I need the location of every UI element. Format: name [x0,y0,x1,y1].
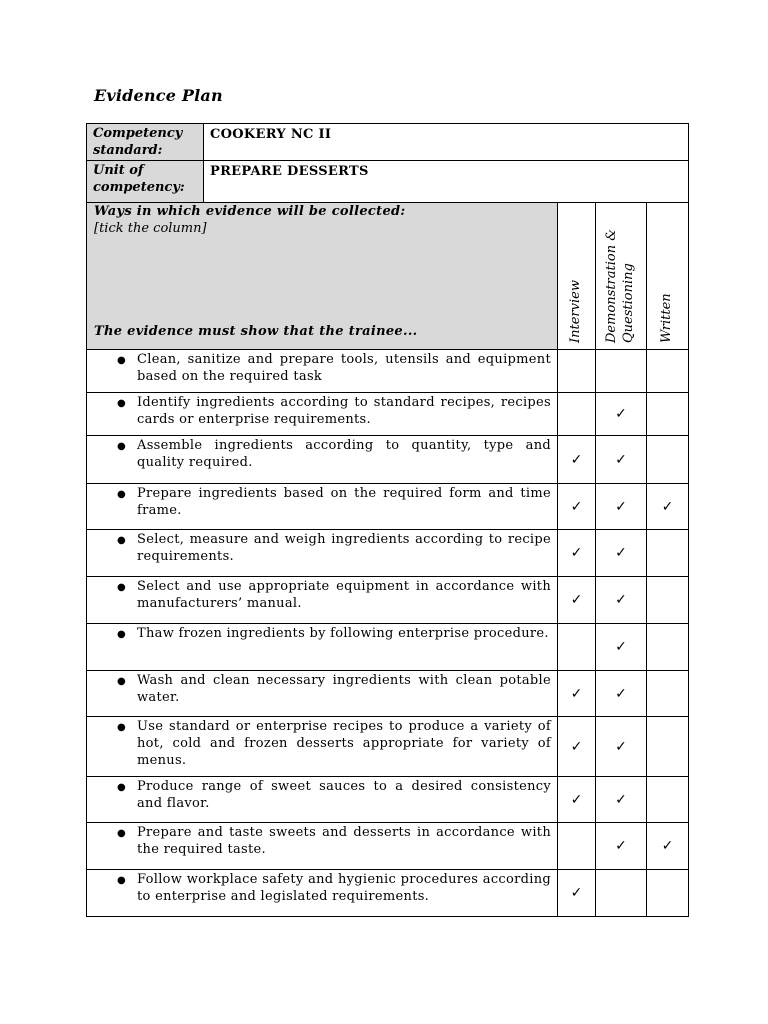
interview-check-cell [558,530,596,577]
written-check-cell [647,484,689,530]
bullet-icon: ● [117,441,126,452]
check-icon: ✓ [570,685,583,702]
demo-check-cell [596,530,647,577]
bullet-icon: ● [117,398,126,409]
written-check-cell [647,870,689,917]
interview-check-cell [558,577,596,624]
written-check-cell [647,823,689,870]
criterion-cell [87,393,558,436]
criterion-text: Prepare and taste sweets and desserts in accordance with the required taste. [137,825,551,857]
interview-check-cell [558,436,596,484]
criterion-text: Wash and clean necessary ingredients with clean potable water. [137,673,551,705]
criterion-cell [87,717,558,777]
check-icon: ✓ [570,885,583,901]
check-icon: ✓ [615,592,627,608]
table-row [87,577,689,624]
evidence-plan-table [86,123,689,917]
interview-check-cell [558,717,596,777]
tick-instruction: [tick the column] [94,221,207,236]
check-icon: ✓ [615,451,627,468]
table-row [87,717,689,777]
bullet-icon: ● [117,489,126,500]
bullet-icon: ● [117,722,126,733]
criterion-text: Thaw frozen ingredients by following enterprise procedure. [137,626,549,641]
check-icon: ✓ [615,738,627,755]
check-icon: ✓ [570,791,583,808]
interview-check-cell [558,393,596,436]
demo-check-cell [596,823,647,870]
criterion-text: Follow workplace safety and hygienic procedures according to enterprise and legislated requirements. [137,872,551,904]
written-check-cell [647,624,689,671]
demo-check-cell [596,870,647,917]
check-icon: ✓ [615,838,627,854]
interview-check-cell [558,671,596,717]
criterion-text: Select and use appropriate equipment in accordance with manufacturers’ manual. [137,579,551,611]
method-header [87,203,558,350]
demo-check-cell [596,624,647,671]
table-row [87,870,689,917]
demo-check-cell [596,350,647,393]
bullet-icon: ● [117,629,126,640]
col-demo-label-1: Demonstration & [604,229,619,343]
check-icon: ✓ [570,498,583,515]
table-row [87,823,689,870]
criterion-cell [87,436,558,484]
competency-value: COOKERY NC II [204,124,689,161]
bullet-icon: ● [117,582,126,593]
criterion-cell [87,350,558,393]
interview-check-cell [558,777,596,823]
col-written-header [647,203,689,350]
check-icon: ✓ [570,451,583,468]
criterion-cell [87,671,558,717]
interview-check-cell [558,350,596,393]
criterion-text: Assemble ingredients according to quantity, type and quality required. [137,438,551,470]
bullet-icon: ● [117,535,126,546]
check-icon: ✓ [615,498,627,515]
check-icon: ✓ [615,791,627,808]
interview-check-cell [558,870,596,917]
written-check-cell [647,530,689,577]
written-check-cell [647,393,689,436]
criterion-cell [87,484,558,530]
table-row [87,624,689,671]
criterion-text: Identify ingredients according to standard recipes, recipes cards or enterprise requirements. [137,395,551,427]
interview-check-cell [558,624,596,671]
unit-value: PREPARE DESSERTS [204,161,689,203]
check-icon: ✓ [661,838,674,854]
table-row [87,393,689,436]
col-interview-header [558,203,596,350]
col-demo-header [596,203,647,350]
criterion-cell [87,624,558,671]
written-check-cell [647,777,689,823]
check-icon: ✓ [615,545,627,561]
col-interview-label: Interview [568,280,583,343]
criterion-cell [87,577,558,624]
col-written-label: Written [659,293,674,343]
criterion-text: Use standard or enterprise recipes to produce a variety of hot, cold and frozen desserts appropriate for variety of menus. [137,719,551,768]
method-header-row [87,203,689,350]
unit-label: Unit of competency: [87,161,204,203]
demo-check-cell [596,777,647,823]
bullet-icon: ● [117,355,126,366]
interview-check-cell [558,484,596,530]
demo-check-cell [596,393,647,436]
written-check-cell [647,577,689,624]
interview-check-cell [558,823,596,870]
written-check-cell [647,436,689,484]
table-row [87,350,689,393]
ways-heading: Ways in which evidence will be collected: [94,204,406,219]
evidence-heading: The evidence must show that the trainee... [94,324,418,339]
demo-check-cell [596,671,647,717]
competency-label: Competency standard: [87,124,204,161]
bullet-icon: ● [117,782,126,793]
written-check-cell [647,717,689,777]
table-row [87,436,689,484]
table-row [87,484,689,530]
criterion-text: Produce range of sweet sauces to a desired consistency and flavor. [137,779,551,811]
criterion-cell [87,777,558,823]
bullet-icon: ● [117,828,126,839]
demo-check-cell [596,436,647,484]
written-check-cell [647,350,689,393]
criterion-text: Select, measure and weigh ingredients according to recipe requirements. [137,532,551,564]
demo-check-cell [596,717,647,777]
written-check-cell [647,671,689,717]
table-row [87,777,689,823]
check-icon: ✓ [615,406,627,422]
check-icon: ✓ [570,545,583,561]
criterion-cell [87,530,558,577]
criterion-cell [87,823,558,870]
table-row [87,671,689,717]
demo-check-cell [596,484,647,530]
col-demo-label-2: Questioning [621,263,636,343]
check-icon: ✓ [570,592,583,608]
check-icon: ✓ [615,639,627,655]
unit-row [87,161,689,203]
bullet-icon: ● [117,676,126,687]
check-icon: ✓ [661,498,674,515]
bullet-icon: ● [117,875,126,886]
page-title: Evidence Plan [94,86,223,105]
check-icon: ✓ [570,738,583,755]
check-icon: ✓ [615,685,627,702]
criterion-text: Clean, sanitize and prepare tools, utensils and equipment based on the required task [137,352,551,384]
competency-row [87,124,689,161]
table-row [87,530,689,577]
demo-check-cell [596,577,647,624]
criterion-text: Prepare ingredients based on the required form and time frame. [137,486,551,518]
criterion-cell [87,870,558,917]
